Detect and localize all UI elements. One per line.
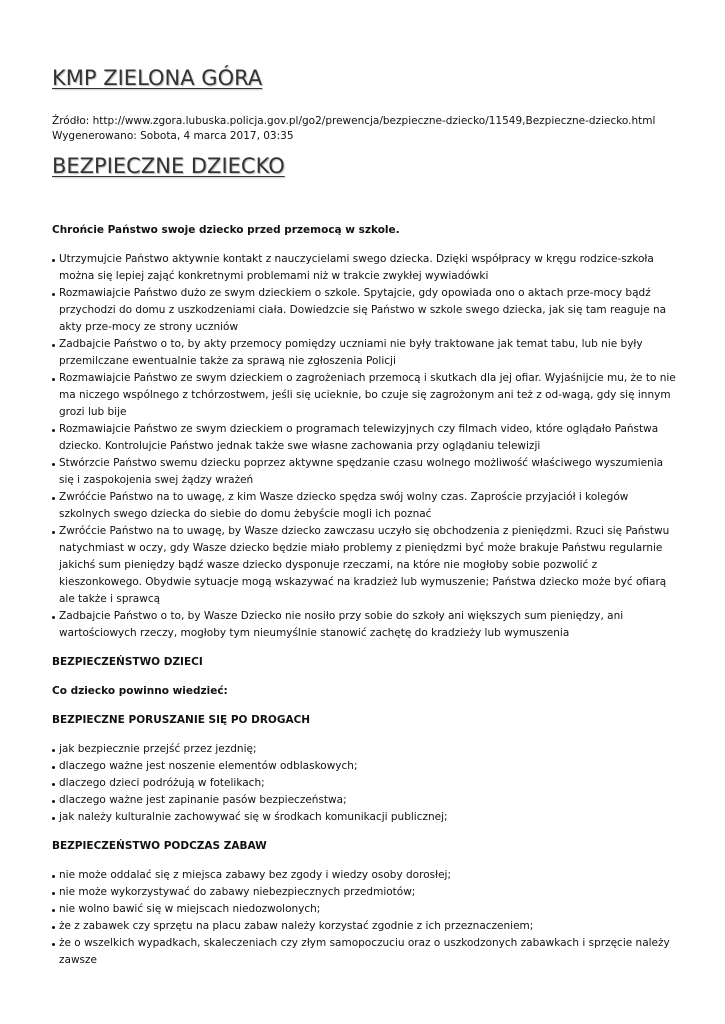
list-item: nie może oddalać się z miejsca zabawy bez zgody i wiedzy osoby dorosłej; <box>52 867 680 884</box>
list-item: Rozmawiajcie Państwo dużo ze swym dzieckiem o szkole. Spytajcie, gdy opowiada ono o aktach prze-mocy bądź przychodzi do domu z uszkodzeniami ciała. Dowiedzcie się Państwo w szkole swego dziecka, jak się tam reaguje na akty prze-mocy ze strony uczniów <box>52 285 680 336</box>
list-item: Utrzymujcie Państwo aktywnie kontakt z nauczycielami swego dziecka. Dzięki współpracy w kręgu rodzice-szkoła można się lepiej zająć konkretnymi problemami niż w trakcie zwykłej wywiadówki <box>52 251 680 285</box>
generated-line: Wygenerowano: Sobota, 4 marca 2017, 03:35 <box>52 130 294 142</box>
section-heading-roads: BEZPIECZNE PORUSZANIE SIĘ PO DROGACH <box>52 714 311 726</box>
play-list <box>52 867 680 969</box>
source-line: Źródło: http://www.zgora.lubuska.policja.gov.pl/go2/prewencja/bezpieczne-dziecko/11549,Bezpieczne-dziecko.html <box>52 115 656 127</box>
tips-list <box>52 251 680 642</box>
list-item: Zadbajcie Państwo o to, by akty przemocy pomiędzy uczniami nie były traktowane jak temat tabu, lub nie były przemilczane ewentualnie także za sprawą nie zgłoszenia Policji <box>52 336 680 370</box>
list-item: dlaczego ważne jest zapinanie pasów bezpieczeństwa; <box>52 792 680 809</box>
list-item: Zwróćcie Państwo na to uwagę, z kim Wasze dziecko spędza swój wolny czas. Zaproście przyjaciół i kolegów szkolnych swego dziecka do siebie do domu żebyście mogli ich poznać <box>52 489 680 523</box>
list-item: nie wolno bawić się w miejscach niedozwolonych; <box>52 901 680 918</box>
document-meta <box>52 114 655 144</box>
section-heading-play: BEZPIECZEŃSTWO PODCZAS ZABAW <box>52 840 267 852</box>
list-item: Stwórzcie Państwo swemu dziecku poprzez aktywne spędzanie czasu wolnego możliwość właściwego wyszumienia się i zaspokojenia swej żądzy wrażeń <box>52 455 680 489</box>
lead-paragraph: Chrońcie Państwo swoje dziecko przed przemocą w szkole. <box>52 224 400 236</box>
list-item: Rozmawiajcie Państwo ze swym dzieckiem o zagrożeniach przemocą i skutkach dla jej ofiar. Wyjaśnijcie mu, że to nie ma niczego wspólnego z tchórzostwem, jeśli się ucieknie, bo czuje się zagrożonym ani też z od-wagą, gdy się innym grozi lub bije <box>52 370 680 421</box>
section-heading-safety: BEZPIECZEŃSTWO DZIECI <box>52 656 203 668</box>
roads-list <box>52 741 680 826</box>
list-item: że o wszelkich wypadkach, skaleczeniach czy złym samopoczuciu oraz o uszkodzonych zabawkach i sprzęcie należy zawsze <box>52 935 680 969</box>
list-item: że z zabawek czy sprzętu na placu zabaw należy korzystać zgodnie z ich przeznaczeniem; <box>52 918 680 935</box>
list-item: jak bezpiecznie przejść przez jezdnię; <box>52 741 680 758</box>
list-item: jak należy kulturalnie zachowywać się w środkach komunikacji publicznej; <box>52 809 680 826</box>
site-title: KMP ZIELONA GÓRA <box>52 66 263 90</box>
list-item: nie może wykorzystywać do zabawy niebezpiecznych przedmiotów; <box>52 884 680 901</box>
list-item: Zadbajcie Państwo o to, by Wasze Dziecko nie nosiło przy sobie do szkoły ani większych sum pieniędzy, ani wartościowych rzeczy, mogłoby tym nieumyślnie stanowić zachętę do kradzieży lub wymuszenia <box>52 608 680 642</box>
article-title: BEZPIECZNE DZIECKO <box>52 154 285 178</box>
list-item: Rozmawiajcie Państwo ze swym dzieckiem o programach telewizyjnych czy filmach video, które oglądało Państwa dziecko. Kontrolujcie Państwo jednak także swe własne zachowania przy oglądaniu telewizji <box>52 421 680 455</box>
list-item: dlaczego dzieci podróżują w fotelikach; <box>52 775 680 792</box>
list-item: Zwróćcie Państwo na to uwagę, by Wasze dziecko zawczasu uczyło się obchodzenia z pieniędzmi. Rzuci się Państwu natychmiast w oczy, gdy Wasze dziecko będzie miało problemy z pieniędzmi być może brakuje Państwu regularnie jakichś sum pieniędzy bądź wasze dziecko dysponuje rzeczami, na które nie mogłoby sobie pozwolić z kieszonkowego. Obydwie sytuacje mogą wskazywać na kradzież lub wymuszenie; Państwa dziecko może być ofiarą ale także i sprawcą <box>52 523 680 608</box>
section-heading-should-know: Co dziecko powinno wiedzieć: <box>52 685 228 697</box>
list-item: dlaczego ważne jest noszenie elementów odblaskowych; <box>52 758 680 775</box>
article-content <box>52 222 680 969</box>
